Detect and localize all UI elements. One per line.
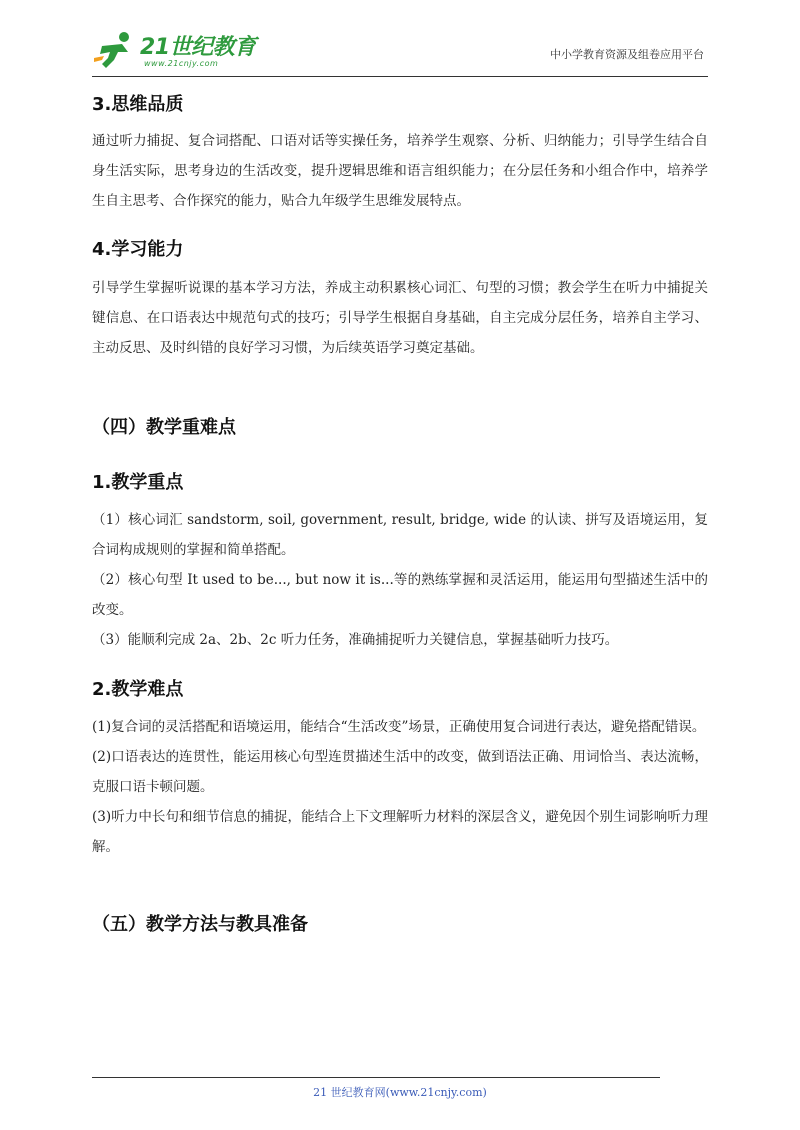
footer-link[interactable]: 21 世纪教育网(www.21cnjy.com) (313, 1086, 487, 1099)
section-4-title: 4.学习能力 (92, 239, 184, 260)
footer-divider (92, 1077, 660, 1078)
page-header (92, 26, 708, 77)
part-5-title: （五）教学方法与教具准备 (92, 914, 308, 935)
logo-text: 21世纪教育 (140, 35, 256, 60)
runner-logo-icon (92, 30, 138, 70)
header-platform-text: 中小学教育资源及组卷应用平台 (550, 48, 704, 61)
difficult-point-1: (1)复合词的灵活搭配和语境运用，能结合“生活改变”场景，正确使用复合词进行表达，避免搭配错误。 (92, 719, 706, 735)
key-point-1: （1）核心词汇 sandstorm, soil, government, result, bridge, wide 的认读、拼写及语境运用，复合词构成规则的掌握和简单搭配。 (92, 512, 708, 558)
difficult-point-3: (3)听力中长句和细节信息的捕捉，能结合上下文理解听力材料的深层含义，避免因个别生词影响听力理解。 (92, 809, 708, 855)
key-points-title: 1.教学重点 (92, 472, 184, 493)
difficult-point-2: (2)口语表达的连贯性，能运用核心句型连贯描述生活中的改变，做到语法正确、用词恰当、表达流畅，克服口语卡顿问题。 (92, 749, 708, 795)
section-4-body: 引导学生掌握听说课的基本学习方法，养成主动积累核心词汇、句型的习惯；教会学生在听力中捕捉关键信息、在口语表达中规范句式的技巧；引导学生根据自身基础，自主完成分层任务，培养自主学习、主动反思、及时纠错的良好学习习惯，为后续英语学习奠定基础。 (92, 280, 708, 356)
section-3-title: 3.思维品质 (92, 94, 184, 115)
logo-url: www.21cnjy.com (144, 59, 219, 68)
logo (92, 28, 292, 74)
section-3-body: 通过听力捕捉、复合词搭配、口语对话等实操任务，培养学生观察、分析、归纳能力；引导学生结合自身生活实际，思考身边的生活改变，提升逻辑思维和语言组织能力；在分层任务和小组合作中，培养学生自主思考、合作探究的能力，贴合九年级学生思维发展特点。 (92, 133, 708, 209)
key-point-3: （3）能顺利完成 2a、2b、2c 听力任务，准确捕捉听力关键信息，掌握基础听力技巧。 (92, 632, 619, 648)
part-4-title: （四）教学重难点 (92, 417, 236, 438)
key-point-2: （2）核心句型 It used to be..., but now it is...等的熟练掌握和灵活运用，能运用句型描述生活中的改变。 (92, 572, 708, 618)
difficult-points-title: 2.教学难点 (92, 679, 184, 700)
